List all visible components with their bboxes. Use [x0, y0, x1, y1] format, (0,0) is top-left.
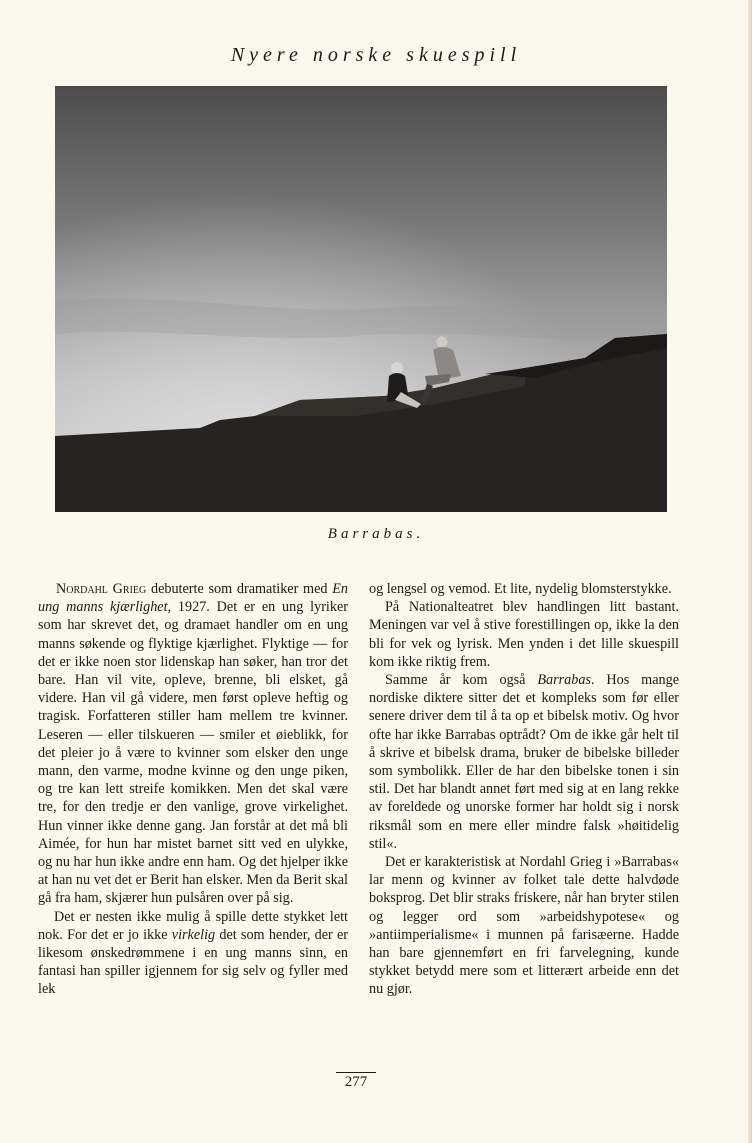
author-name: Nordahl Grieg — [56, 581, 147, 597]
running-head: Nyere norske skuespill — [230, 44, 522, 66]
paragraph — [38, 580, 348, 908]
text-span: Det er nesten ikke mulig å spille dette stykket lett nok. For det er jo ikke — [38, 908, 348, 943]
figure-caption: Barrabas. — [327, 526, 425, 542]
paragraph: På Nationalteatret blev handlingen litt bastant. Meningen var vel å stive forestillingen op, ikke la den bli for vek og lyrisk. Men ynden i det lille skuespill kom ikke riktig frem. — [369, 599, 679, 670]
paragraph: Det er karakteristisk at Nordahl Grieg i »Barrabas« lar menn og kvinner av folket tale dette halvdøde boksprog. Det blir straks friskere, når han bryter stilen og legger ord som »arbeidshypotese« og »antiimperialisme« i munnen på farisæerne. Hadde han bare gjennemført en fri farvelegning, kunde stykket betydd mere som et litterært arbeide enn det nu gjør. — [369, 854, 679, 998]
text-span: debuterte som dramatiker med — [146, 581, 333, 597]
text-span: , 1927. Det er en ung lyriker som har skrevet det, og dramaet handler om en ung manns søkende og flyktige kjærlighet. Flyktige — for det er ikke noen stor lidenskap han søker, han tror det bare. Han vil vite, opleve, brenne, bli elsket, gå videre. Han vil gå videre, men først opleve heftig og tragisk. Forfatteren stiller ham mellem tre kvinner. Leseren — eller tilskueren — smiler et øieblikk, for det pleier jo å være to kvinner som elsker den unge mann, den varme, modne kvinne og den unge piken, og tre kan lett streife komikken. Men det skal være tre, for den tredje er den vanlige, grove virkelighet. Hun vinner ikke denne gang. Jan forstår at det må bli Aimée, for hun har mistet barnet sitt ved en ulykke, og nu har hun ikke andre enn ham. Og det hjelper ikke at han nu vet det er Berit han elsker. Men da Berit skal gå fra ham, skjærer hun pulsåren over på sig. — [38, 599, 348, 907]
paragraph — [38, 908, 348, 999]
text-column-right — [369, 580, 679, 999]
stage-photograph — [55, 86, 667, 512]
page-edge — [748, 0, 752, 1143]
text-column-left — [38, 580, 348, 999]
paragraph: og lengsel og vemod. Et lite, nydelig blomsterstykke. — [369, 581, 672, 597]
work-title: Barrabas — [537, 672, 591, 689]
page-number: 277 — [336, 1072, 376, 1091]
text-span: det som hender, der er likesom ønskedrømmene i en ung manns sinn, en fantasi han spiller igjennem for sig selv og fyller med lek — [38, 926, 349, 998]
text-span: . Hos mange nordiske diktere sitter det et kompleks som før eller senere driver dem til å ta op et bibelsk motiv. Og hvor ofte har ikke Barrabas optrådt? Om de ikke går helt til å skrive et bibelsk drama, bruker de bibelske billeder som symbolikk. Eller de har den bibelske tonen i sin stil. Det har blandt annet ført med sig at en lang rekke av foreldede og unorske former har holdt sig i norsk riksmål som en mere eller mindre falsk »høitidelig stil«. — [369, 672, 679, 852]
emphasis: virkelig — [171, 926, 216, 943]
paragraph — [369, 671, 679, 853]
text-span: Samme år kom også — [385, 672, 538, 689]
work-title: En ung manns kjærlighet — [38, 581, 348, 616]
